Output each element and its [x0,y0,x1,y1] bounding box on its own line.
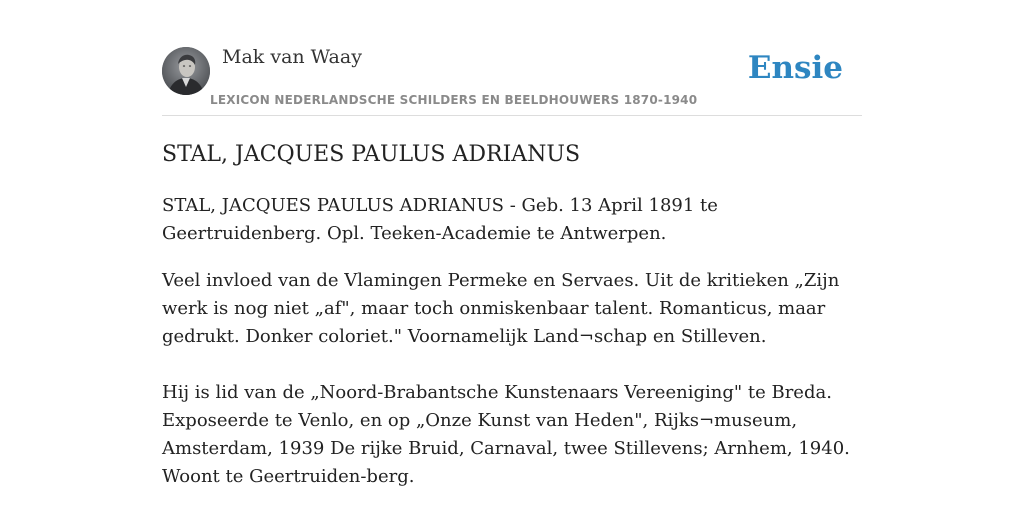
article-paragraph-2: Veel invloed van de Vlamingen Permeke en Servaes. Uit de kritieken „Zijn werk is nog niet „af", maar toch onmiskenbaar talent. Romanticus, maar gedrukt. Donker coloriet." Voornamelijk Land¬schap en Stilleven. [162,270,840,347]
source-title[interactable]: LEXICON NEDERLANDSCHE SCHILDERS EN BEELDHOUWERS 1870-1940 [210,93,698,107]
article-paragraph-1: STAL, JACQUES PAULUS ADRIANUS - Geb. 13 April 1891 te Geertruidenberg. Opl. Teeken-Academie te Antwerpen. [162,195,718,244]
brand-logo[interactable]: Ensie [747,50,843,86]
article-title: STAL, JACQUES PAULUS ADRIANUS [162,142,581,167]
author-portrait-icon [162,47,210,95]
article-paragraph-3: Hij is lid van de „Noord-Brabantsche Kunstenaars Vereeniging" te Breda. Exposeerde te Venlo, en op „Onze Kunst van Heden", Rijks¬museum, Amsterdam, 1939 De rijke Bruid, Carnaval, twee Stillevens; Arnhem, 1940. Woont te Geertruiden-berg. [162,382,850,487]
author-name[interactable]: Mak van Waay [222,46,362,68]
article [162,139,862,491]
author-avatar[interactable] [162,47,210,95]
page-header [162,46,862,116]
